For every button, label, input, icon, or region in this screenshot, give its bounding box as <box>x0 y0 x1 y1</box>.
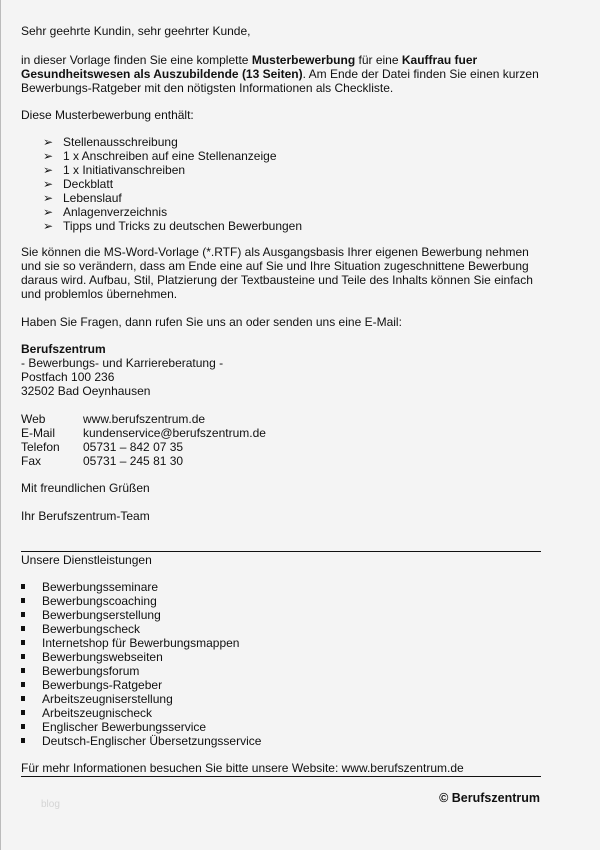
square-bullet-icon <box>21 710 25 715</box>
company-name: Berufszentrum <box>21 342 106 356</box>
list-item-label: Bewerbungsseminare <box>42 580 159 594</box>
intro-text: in dieser Vorlage finden Sie eine komplette <box>21 53 252 67</box>
square-bullet-icon <box>21 612 25 617</box>
contents-item <box>21 191 551 205</box>
contents-item <box>21 135 551 149</box>
intro-bold: Kauffrau fuer Gesundheitswesen als Auszubildende (13 Seiten) <box>21 53 478 81</box>
contents-item <box>21 219 551 233</box>
list-item-label: 1 x Anschreiben auf eine Stellenanzeige <box>63 149 277 163</box>
intro-bold: Musterbewerbung <box>251 53 356 67</box>
contents-item <box>21 163 551 177</box>
contact-row <box>21 426 551 440</box>
contents-item <box>21 205 551 219</box>
square-bullet-icon <box>21 626 25 631</box>
usage-paragraph: Sie können die MS-Word-Vorlage (*.RTF) als Ausgangsbasis Ihrer eigenen Bewerbung nehmen und sie so verändern, dass am Ende eine auf Sie und Ihre Situation zugeschnittene Bewerbung daraus wird. Aufbau, Stil, Platzierung der Textbausteine und Teile des Inhalts können Sie einfach und problemlos übernehmen. <box>21 245 533 301</box>
contact-label: Telefon <box>21 440 60 454</box>
list-item-label: Arbeitszeugnischeck <box>42 706 153 720</box>
contact-value: 05731 – 842 07 35 <box>83 440 184 454</box>
arrow-bullet-icon: ➢ <box>43 191 54 205</box>
service-item <box>21 678 551 692</box>
square-bullet-icon <box>21 598 25 603</box>
square-bullet-icon <box>21 724 25 729</box>
list-item-label: Bewerbungsforum <box>42 664 140 678</box>
list-item-label: Deckblatt <box>63 177 114 191</box>
contact-label: Fax <box>21 454 42 468</box>
square-bullet-icon <box>21 654 25 659</box>
service-item <box>21 594 551 608</box>
list-item-label: Deutsch-Englischer Übersetzungsservice <box>42 734 262 748</box>
service-item <box>21 608 551 622</box>
contact-value: www.berufszentrum.de <box>83 412 206 426</box>
list-item-label: Bewerbungserstellung <box>42 608 161 622</box>
list-item-label: Bewerbungswebseiten <box>42 650 163 664</box>
address-block <box>21 342 551 398</box>
square-bullet-icon <box>21 738 25 743</box>
square-bullet-icon <box>21 682 25 687</box>
contact-value: 05731 – 245 81 30 <box>83 454 184 468</box>
intro-text: . Am Ende der Datei finden Sie einen kurzen Bewerbungs-Ratgeber mit den nötigsten Informationen als Checkliste. <box>21 67 539 95</box>
list-item-label: Internetshop für Bewerbungsmappen <box>42 636 240 650</box>
service-item <box>21 692 551 706</box>
list-item-label: Stellenausschreibung <box>63 135 178 149</box>
service-item <box>21 636 551 650</box>
contents-item <box>21 149 551 163</box>
service-item <box>21 734 551 748</box>
arrow-bullet-icon: ➢ <box>43 163 54 177</box>
copyright: © Berufszentrum <box>439 791 540 805</box>
greeting: Sehr geehrte Kundin, sehr geehrter Kunde, <box>21 24 251 38</box>
contents-item <box>21 177 551 191</box>
divider <box>21 551 541 552</box>
list-item-label: Bewerbungscheck <box>42 622 141 636</box>
list-item-label: Bewerbungscoaching <box>42 594 157 608</box>
contact-row <box>21 454 551 468</box>
divider <box>21 776 541 777</box>
service-item <box>21 720 551 734</box>
list-item-label: Lebenslauf <box>63 191 122 205</box>
service-item <box>21 622 551 636</box>
contents-list <box>21 135 551 233</box>
list-item-label: Anlagenverzeichnis <box>63 205 168 219</box>
po-box: Postfach 100 236 <box>21 370 115 384</box>
square-bullet-icon <box>21 696 25 701</box>
more-info: Für mehr Informationen besuchen Sie bitte unsere Website: www.berufszentrum.de <box>21 761 464 775</box>
service-item <box>21 706 551 720</box>
square-bullet-icon <box>21 584 25 589</box>
list-item-label: 1 x Initiativanschreiben <box>63 163 186 177</box>
intro-paragraph <box>21 53 546 95</box>
list-item-label: Bewerbungs-Ratgeber <box>42 678 163 692</box>
list-item-label: Englischer Bewerbungsservice <box>42 720 207 734</box>
contact-row <box>21 412 551 426</box>
arrow-bullet-icon: ➢ <box>43 135 54 149</box>
service-item <box>21 580 551 594</box>
arrow-bullet-icon: ➢ <box>43 177 54 191</box>
list-item-label: Tipps und Tricks zu deutschen Bewerbungen <box>63 219 303 233</box>
services-list <box>21 580 551 748</box>
arrow-bullet-icon: ➢ <box>43 205 54 219</box>
arrow-bullet-icon: ➢ <box>43 219 54 233</box>
service-item <box>21 664 551 678</box>
service-item <box>21 650 551 664</box>
signature: Ihr Berufszentrum-Team <box>21 509 150 523</box>
contact-block <box>21 412 551 468</box>
contact-row <box>21 440 551 454</box>
arrow-bullet-icon: ➢ <box>43 149 54 163</box>
contents-heading: Diese Musterbewerbung enthält: <box>21 108 194 122</box>
company-subtitle: - Bewerbungs- und Karriereberatung - <box>21 356 224 370</box>
city: 32502 Bad Oeynhausen <box>21 384 151 398</box>
questions-text: Haben Sie Fragen, dann rufen Sie uns an oder senden uns eine E-Mail: <box>21 315 402 329</box>
watermark: blog <box>41 799 60 810</box>
square-bullet-icon <box>21 640 25 645</box>
contact-value: kundenservice@berufszentrum.de <box>83 426 266 440</box>
closing: Mit freundlichen Grüßen <box>21 481 150 495</box>
intro-text: für eine <box>355 53 402 67</box>
services-heading: Unsere Dienstleistungen <box>21 553 152 567</box>
square-bullet-icon <box>21 668 25 673</box>
contact-label: E-Mail <box>21 426 56 440</box>
list-item-label: Arbeitszeugniserstellung <box>42 692 173 706</box>
contact-label: Web <box>21 412 46 426</box>
